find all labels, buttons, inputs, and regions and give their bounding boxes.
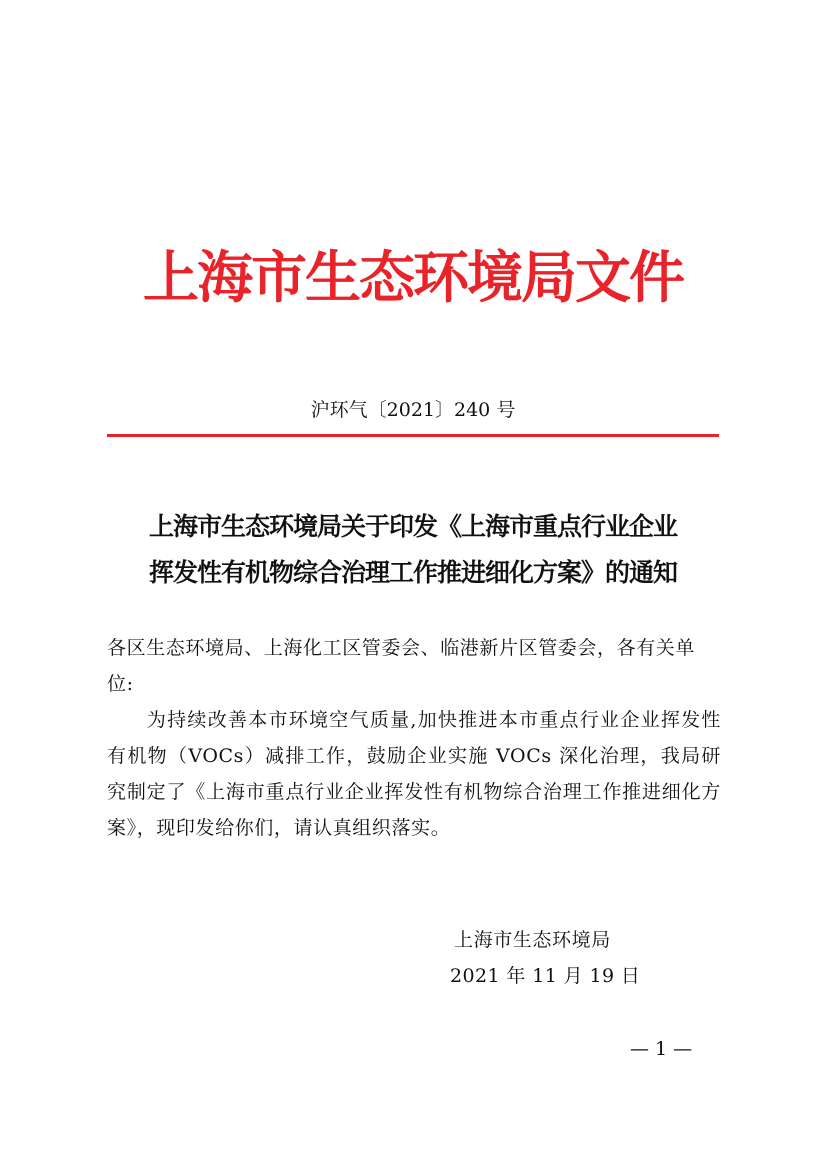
page-number: — 1 — xyxy=(630,1038,693,1060)
notice-body xyxy=(107,630,721,846)
notice-title xyxy=(90,504,736,596)
masthead-title: 上海市生态环境局文件 xyxy=(143,245,683,311)
notice-title-line-1: 上海市生态环境局关于印发《上海市重点行业企业 xyxy=(148,512,677,541)
issuer-signature: 上海市生态环境局 xyxy=(454,929,611,951)
body-paragraph: 为持续改善本市环境空气质量,加快推进本市重点行业企业挥发性有机物（VOCs）减排工作，鼓励企业实施 VOCs 深化治理，我局研究制定了《上海市重点行业企业挥发性有机物综合治理工作推进细化方案》，现印发给你们，请认真组织落实。 xyxy=(107,709,721,839)
notice-title-line-2: 挥发性有机物综合治理工作推进细化方案》的通知 xyxy=(148,558,677,587)
issue-date: 2021 年 11 月 19 日 xyxy=(450,965,641,987)
document-number: 沪环气〔2021〕240 号 xyxy=(310,399,516,421)
salutation: 各区生态环境局、上海化工区管委会、临港新片区管委会，各有关单位: xyxy=(107,637,696,695)
red-divider-line xyxy=(107,434,719,437)
